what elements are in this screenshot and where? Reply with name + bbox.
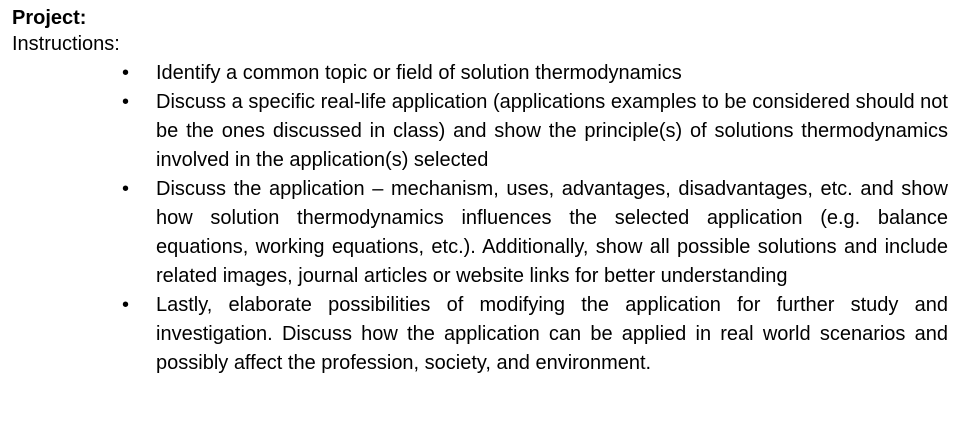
list-item-text: Lastly, elaborate possibilities of modifying the application for further study and investigation. Discuss how the application can be applied in real world scenarios and possibly affect the profession, society, and environment. [156, 294, 948, 374]
bullet-icon: • [122, 178, 130, 200]
instructions-label: Instructions: [12, 33, 120, 55]
list-item-text: Discuss a specific real-life application (applications examples to be considered should not be the ones discussed in class) and show the principle(s) of solutions thermodynamics involved in the application(s) selected [156, 91, 948, 171]
list-item [12, 88, 952, 175]
instructions-list [12, 59, 952, 378]
list-item [12, 291, 952, 378]
list-item [12, 175, 952, 291]
document [12, 5, 952, 378]
project-heading: Project: [12, 7, 87, 29]
list-item [12, 59, 952, 88]
bullet-icon: • [122, 91, 130, 113]
bullet-icon: • [122, 294, 130, 316]
bullet-icon: • [122, 62, 130, 84]
list-item-text: Identify a common topic or field of solution thermodynamics [156, 62, 682, 84]
list-item-text: Discuss the application – mechanism, uses, advantages, disadvantages, etc. and show how solution thermodynamics influences the selected application (e.g. balance equations, working equations, etc.). Additionally, show all possible solutions and include related images, journal articles or website links for better understanding [156, 178, 948, 287]
